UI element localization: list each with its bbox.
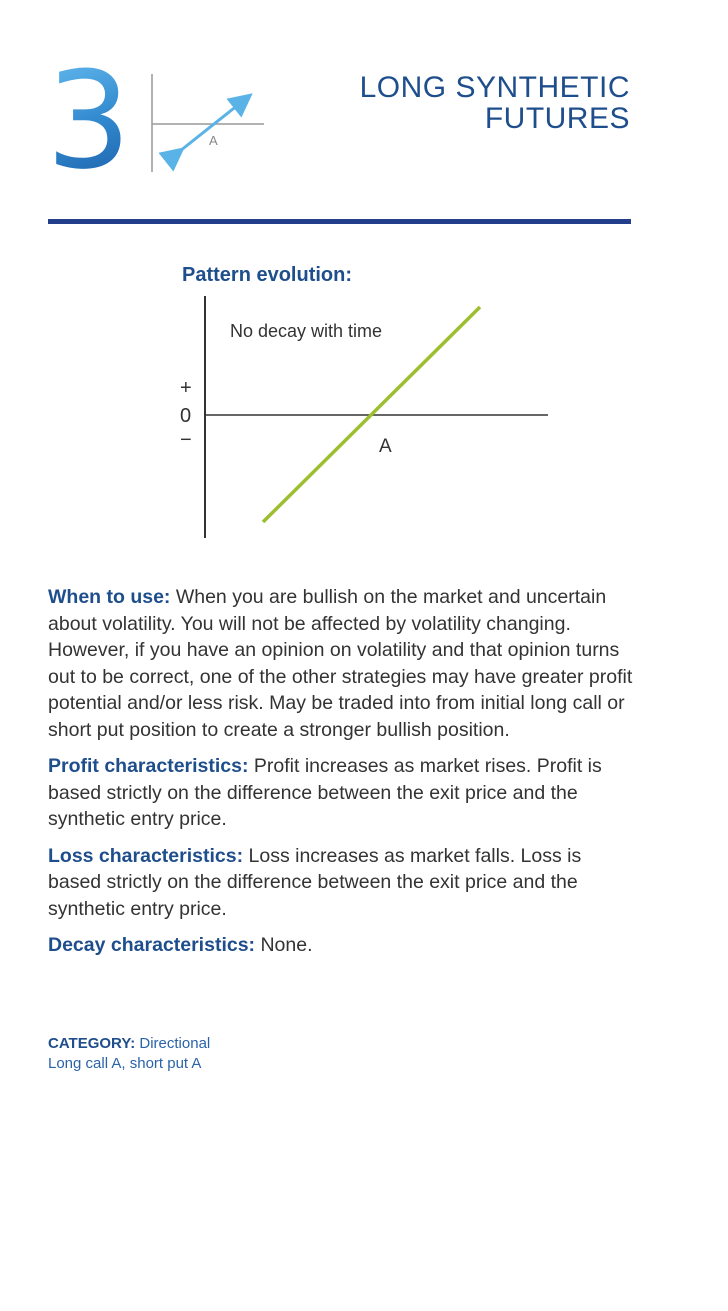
synthetic-futures-arrow-icon xyxy=(150,74,266,174)
category-line xyxy=(48,1034,210,1054)
loss-text: Loss increases as market falls. Loss is based strictly on the difference between the exit price and the synthetic entry price. xyxy=(48,844,582,920)
strategy-title xyxy=(360,72,630,134)
decay-text: None. xyxy=(255,934,313,956)
payoff-diagram xyxy=(170,290,560,545)
title-line-1: LONG SYNTHETIC xyxy=(359,71,630,104)
profit-paragraph xyxy=(48,753,638,833)
loss-label: Loss characteristics: xyxy=(48,844,244,867)
icon-strike-label: A xyxy=(209,133,218,148)
when-to-use-paragraph xyxy=(48,584,638,743)
y-label-zero: 0 xyxy=(180,405,192,427)
strategy-number: 3 xyxy=(46,43,128,199)
decay-paragraph xyxy=(48,932,638,959)
category-legs: Long call A, short put A xyxy=(48,1055,202,1072)
payoff-chart xyxy=(170,290,560,545)
when-to-use-label: When to use: xyxy=(48,586,171,608)
header-divider xyxy=(48,219,631,224)
decay-label: Decay characteristics: xyxy=(48,934,256,956)
strategy-icon xyxy=(150,74,266,174)
y-label-minus: − xyxy=(180,429,192,451)
decay-annotation: No decay with time xyxy=(230,321,383,341)
when-to-use-text: When you are bullish on the market and uncertain about volatility. You will not be affected by volatility changing. However, if you have an opinion on volatility and that opinion turns out to be correct, one of the other strategies may have greater profit potential and/or less risk. May be traded into from initial long call or short put position to create a stronger bullish position. xyxy=(48,586,633,741)
y-label-plus: + xyxy=(180,377,192,399)
title-line-2: FUTURES xyxy=(484,102,630,135)
category-label: CATEGORY: xyxy=(48,1035,136,1052)
category-value: Directional xyxy=(135,1035,211,1052)
strategy-description xyxy=(48,584,638,969)
category-block xyxy=(48,1034,210,1074)
loss-paragraph xyxy=(48,843,638,923)
profit-text: Profit increases as market rises. Profit is based strictly on the difference between the exit price and the synthetic entry price. xyxy=(48,755,602,830)
profit-label: Profit characteristics: xyxy=(48,755,249,777)
strike-label: A xyxy=(379,436,392,457)
pattern-evolution-heading: Pattern evolution: xyxy=(182,264,353,286)
